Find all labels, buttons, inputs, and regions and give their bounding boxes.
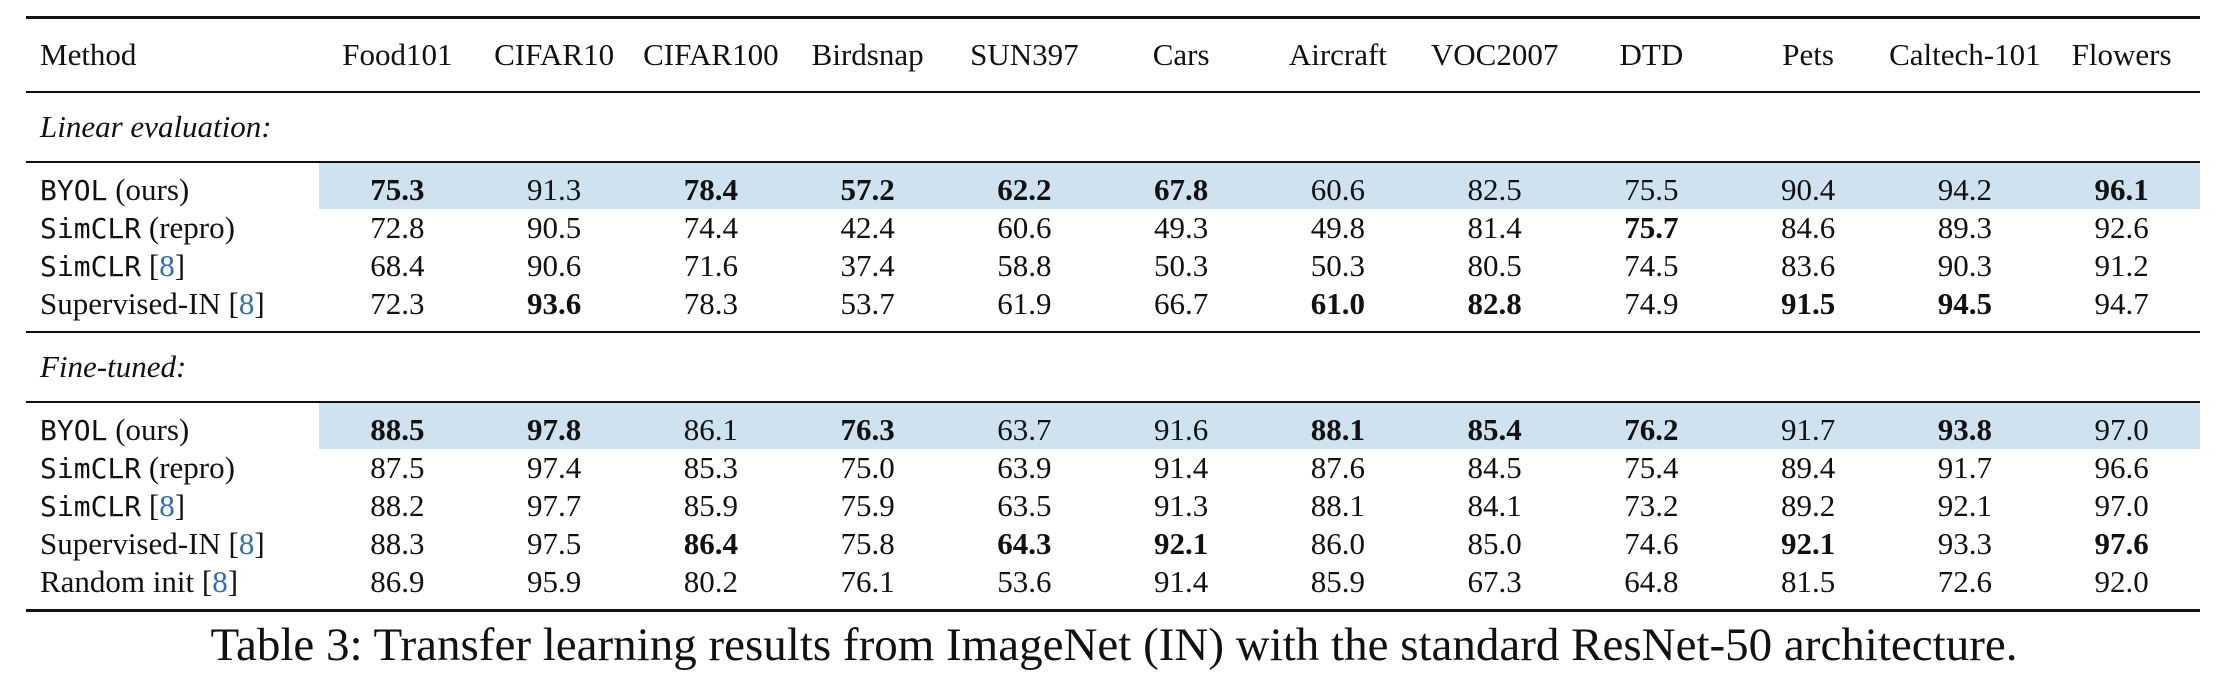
score-cell: [319, 209, 476, 247]
score-value: 90.5: [527, 210, 582, 245]
score-value: 85.0: [1467, 526, 1522, 561]
score-value: 81.4: [1467, 210, 1522, 245]
score-cell: [1260, 209, 1417, 247]
score-cell: [1103, 162, 1260, 209]
score-cell: [1416, 563, 1573, 611]
score-value: 74.4: [683, 210, 738, 245]
score-value: 91.4: [1154, 564, 1209, 599]
citation-link[interactable]: 8: [159, 488, 175, 523]
score-cell: [1573, 209, 1730, 247]
score-cell: [789, 247, 946, 285]
citation-bracket: ]: [227, 564, 239, 599]
score-cell: [1730, 247, 1887, 285]
score-value: 88.2: [370, 488, 425, 523]
score-cell: [476, 209, 633, 247]
score-cell: [1573, 487, 1730, 525]
best-score: 91.5: [1781, 286, 1836, 321]
score-value: 91.3: [1154, 488, 1209, 523]
score-value: 76.1: [840, 564, 895, 599]
score-cell: [476, 162, 633, 209]
score-value: 92.1: [1937, 488, 1992, 523]
score-cell: [789, 285, 946, 332]
method-label: (repro): [141, 450, 235, 485]
score-value: 42.4: [840, 210, 895, 245]
method-code: BYOL: [40, 414, 108, 447]
score-value: 72.3: [370, 286, 425, 321]
best-score: 76.3: [840, 412, 895, 447]
method-label: (ours): [107, 172, 190, 207]
score-value: 85.3: [683, 450, 738, 485]
score-value: 49.3: [1154, 210, 1209, 245]
method-name: [26, 285, 319, 332]
method-label: Random init [: [40, 564, 213, 599]
score-cell: [1730, 563, 1887, 611]
score-value: 80.2: [683, 564, 738, 599]
score-value: 83.6: [1781, 248, 1836, 283]
score-cell: [789, 162, 946, 209]
column-header: Food101: [319, 18, 476, 93]
score-value: 97.4: [527, 450, 582, 485]
table-row: [26, 402, 2200, 449]
best-score: 64.3: [997, 526, 1052, 561]
score-cell: [633, 449, 790, 487]
best-score: 88.1: [1310, 412, 1365, 447]
score-cell: [319, 487, 476, 525]
best-score: 85.4: [1467, 412, 1522, 447]
score-cell: [1260, 247, 1417, 285]
table-row: [26, 247, 2200, 285]
score-cell: [946, 285, 1103, 332]
section-title: Linear evaluation:: [26, 92, 2200, 162]
score-cell: [633, 525, 790, 563]
score-cell: [633, 487, 790, 525]
score-value: 84.6: [1781, 210, 1836, 245]
column-header: Method: [26, 18, 319, 93]
score-cell: [1103, 209, 1260, 247]
best-score: 92.1: [1781, 526, 1836, 561]
score-cell: [1573, 285, 1730, 332]
method-name: [26, 449, 319, 487]
score-value: 50.3: [1154, 248, 1209, 283]
score-value: 96.6: [2094, 450, 2149, 485]
method-label: [: [141, 488, 160, 523]
score-cell: [946, 162, 1103, 209]
score-cell: [319, 162, 476, 209]
score-value: 88.1: [1310, 488, 1365, 523]
column-header: Cars: [1103, 18, 1260, 93]
score-value: 75.8: [840, 526, 895, 561]
score-value: 84.5: [1467, 450, 1522, 485]
score-value: 97.0: [2094, 412, 2149, 447]
score-cell: [1730, 525, 1887, 563]
score-cell: [946, 247, 1103, 285]
score-value: 97.7: [527, 488, 582, 523]
column-header: SUN397: [946, 18, 1103, 93]
score-value: 91.3: [527, 172, 582, 207]
score-value: 50.3: [1310, 248, 1365, 283]
score-value: 97.0: [2094, 488, 2149, 523]
score-value: 63.5: [997, 488, 1052, 523]
score-cell: [319, 247, 476, 285]
score-value: 74.9: [1624, 286, 1679, 321]
column-header: DTD: [1573, 18, 1730, 93]
score-value: 74.5: [1624, 248, 1679, 283]
score-value: 53.6: [997, 564, 1052, 599]
best-score: 75.3: [370, 172, 425, 207]
score-value: 72.8: [370, 210, 425, 245]
score-cell: [476, 449, 633, 487]
score-cell: [1887, 285, 2044, 332]
best-score: 94.5: [1937, 286, 1992, 321]
score-value: 78.3: [683, 286, 738, 321]
best-score: 93.6: [527, 286, 582, 321]
section-title-row: [26, 92, 2200, 162]
column-header: Birdsnap: [789, 18, 946, 93]
score-value: 73.2: [1624, 488, 1679, 523]
score-value: 64.8: [1624, 564, 1679, 599]
score-cell: [1730, 449, 1887, 487]
score-cell: [476, 247, 633, 285]
score-value: 95.9: [527, 564, 582, 599]
score-cell: [319, 563, 476, 611]
score-cell: [1730, 209, 1887, 247]
score-cell: [1887, 449, 2044, 487]
score-cell: [1103, 449, 1260, 487]
score-value: 97.5: [527, 526, 582, 561]
best-score: 92.1: [1154, 526, 1209, 561]
best-score: 57.2: [840, 172, 895, 207]
score-value: 81.5: [1781, 564, 1836, 599]
score-cell: [1573, 563, 1730, 611]
results-table: [26, 16, 2200, 612]
score-value: 86.9: [370, 564, 425, 599]
score-cell: [1730, 162, 1887, 209]
score-cell: [1416, 247, 1573, 285]
score-cell: [1573, 449, 1730, 487]
score-value: 66.7: [1154, 286, 1209, 321]
score-cell: [946, 563, 1103, 611]
score-value: 88.3: [370, 526, 425, 561]
section-title: Fine-tuned:: [26, 332, 2200, 402]
score-value: 91.7: [1937, 450, 1992, 485]
score-value: 89.2: [1781, 488, 1836, 523]
method-name: [26, 402, 319, 449]
score-cell: [1887, 402, 2044, 449]
score-cell: [1887, 162, 2044, 209]
citation-bracket: ]: [174, 488, 186, 523]
score-value: 63.9: [997, 450, 1052, 485]
score-value: 90.4: [1781, 172, 1836, 207]
score-cell: [789, 449, 946, 487]
best-score: 62.2: [997, 172, 1052, 207]
score-cell: [1573, 525, 1730, 563]
citation-link[interactable]: 8: [159, 248, 175, 283]
score-cell: [1416, 487, 1573, 525]
score-value: 85.9: [683, 488, 738, 523]
score-cell: [789, 525, 946, 563]
method-code: SimCLR: [40, 212, 142, 245]
score-value: 60.6: [997, 210, 1052, 245]
score-value: 94.2: [1937, 172, 1992, 207]
score-cell: [1260, 449, 1417, 487]
score-cell: [1103, 285, 1260, 332]
citation-bracket: ]: [174, 248, 186, 283]
score-value: 94.7: [2094, 286, 2149, 321]
score-value: 60.6: [1310, 172, 1365, 207]
column-header: Caltech-101: [1887, 18, 2044, 93]
score-cell: [1887, 563, 2044, 611]
method-name: [26, 162, 319, 209]
score-cell: [946, 449, 1103, 487]
column-header: Flowers: [2043, 18, 2200, 93]
score-cell: [1887, 525, 2044, 563]
score-value: 75.5: [1624, 172, 1679, 207]
results-table-container: [26, 16, 2200, 612]
table-caption: Table 3: Transfer learning results from ImageNet (IN) with the standard ResNet-50 architecture.: [210, 619, 2018, 671]
best-score: 86.4: [683, 526, 738, 561]
score-cell: [1416, 285, 1573, 332]
score-cell: [1573, 162, 1730, 209]
best-score: 97.8: [527, 412, 582, 447]
table-row: [26, 162, 2200, 209]
score-value: 74.6: [1624, 526, 1679, 561]
score-value: 49.8: [1310, 210, 1365, 245]
score-cell: [476, 563, 633, 611]
score-cell: [1103, 563, 1260, 611]
best-score: 67.8: [1154, 172, 1209, 207]
table-row: [26, 487, 2200, 525]
score-cell: [1260, 525, 1417, 563]
score-cell: [476, 402, 633, 449]
score-value: 91.4: [1154, 450, 1209, 485]
method-name: [26, 563, 319, 611]
score-cell: [2043, 285, 2200, 332]
score-cell: [2043, 487, 2200, 525]
score-value: 75.9: [840, 488, 895, 523]
score-value: 68.4: [370, 248, 425, 283]
score-cell: [476, 487, 633, 525]
score-cell: [633, 563, 790, 611]
score-value: 75.4: [1624, 450, 1679, 485]
score-value: 90.3: [1937, 248, 1992, 283]
score-cell: [2043, 162, 2200, 209]
method-name: [26, 487, 319, 525]
best-score: 96.1: [2094, 172, 2149, 207]
method-code: BYOL: [40, 174, 108, 207]
best-score: 61.0: [1310, 286, 1365, 321]
score-cell: [1416, 449, 1573, 487]
citation-bracket: ]: [254, 526, 265, 561]
score-cell: [789, 563, 946, 611]
column-header: Aircraft: [1260, 18, 1417, 93]
method-label: Supervised-IN [: [40, 286, 239, 321]
score-cell: [476, 525, 633, 563]
score-cell: [2043, 247, 2200, 285]
score-cell: [1260, 402, 1417, 449]
score-cell: [2043, 563, 2200, 611]
best-score: 78.4: [683, 172, 738, 207]
results-table-body: [26, 18, 2200, 611]
score-cell: [319, 525, 476, 563]
score-cell: [1416, 162, 1573, 209]
score-cell: [789, 487, 946, 525]
score-cell: [319, 285, 476, 332]
score-cell: [633, 209, 790, 247]
score-cell: [2043, 209, 2200, 247]
score-value: 71.6: [683, 248, 738, 283]
score-value: 72.6: [1937, 564, 1992, 599]
score-cell: [1260, 563, 1417, 611]
score-cell: [946, 487, 1103, 525]
citation-link[interactable]: 8: [212, 564, 228, 599]
score-value: 67.3: [1467, 564, 1522, 599]
score-value: 92.0: [2094, 564, 2149, 599]
method-name: [26, 209, 319, 247]
method-name: [26, 247, 319, 285]
best-score: 93.8: [1937, 412, 1992, 447]
score-value: 58.8: [997, 248, 1052, 283]
score-cell: [789, 209, 946, 247]
citation-link[interactable]: 8: [238, 526, 255, 561]
score-value: 61.9: [997, 286, 1052, 321]
best-score: 82.8: [1467, 286, 1522, 321]
score-cell: [319, 402, 476, 449]
score-value: 87.5: [370, 450, 425, 485]
score-cell: [1730, 487, 1887, 525]
score-value: 75.0: [840, 450, 895, 485]
method-label: [: [141, 248, 160, 283]
score-cell: [1103, 525, 1260, 563]
score-cell: [789, 402, 946, 449]
score-cell: [946, 402, 1103, 449]
score-cell: [946, 209, 1103, 247]
score-cell: [1573, 247, 1730, 285]
score-cell: [1260, 285, 1417, 332]
score-value: 86.0: [1310, 526, 1365, 561]
score-cell: [1573, 402, 1730, 449]
best-score: 88.5: [370, 412, 425, 447]
score-value: 37.4: [840, 248, 895, 283]
score-value: 53.7: [840, 286, 895, 321]
column-header: CIFAR10: [476, 18, 633, 93]
score-cell: [946, 525, 1103, 563]
score-cell: [1887, 209, 2044, 247]
table-row: [26, 449, 2200, 487]
method-code: SimCLR: [40, 452, 142, 485]
score-value: 80.5: [1467, 248, 1522, 283]
score-value: 86.1: [683, 412, 738, 447]
score-cell: [1416, 209, 1573, 247]
score-cell: [1730, 402, 1887, 449]
score-value: 63.7: [997, 412, 1052, 447]
column-header: Pets: [1730, 18, 1887, 93]
score-value: 90.6: [527, 248, 582, 283]
score-value: 91.6: [1154, 412, 1209, 447]
score-cell: [633, 402, 790, 449]
table-row: [26, 209, 2200, 247]
score-cell: [1103, 487, 1260, 525]
method-code: SimCLR: [40, 490, 142, 523]
score-value: 89.4: [1781, 450, 1836, 485]
method-label: (repro): [141, 210, 235, 245]
citation-link[interactable]: 8: [238, 286, 255, 321]
score-cell: [2043, 402, 2200, 449]
score-cell: [1887, 487, 2044, 525]
table-row: [26, 525, 2200, 563]
score-cell: [1260, 162, 1417, 209]
method-name: [26, 525, 319, 563]
table-header-row: [26, 18, 2200, 93]
best-score: 75.7: [1624, 210, 1679, 245]
score-cell: [633, 247, 790, 285]
score-value: 87.6: [1310, 450, 1365, 485]
score-value: 85.9: [1310, 564, 1365, 599]
score-cell: [1730, 285, 1887, 332]
score-value: 84.1: [1467, 488, 1522, 523]
score-cell: [476, 285, 633, 332]
score-cell: [1887, 247, 2044, 285]
score-value: 92.6: [2094, 210, 2149, 245]
score-cell: [1416, 402, 1573, 449]
method-code: SimCLR: [40, 250, 142, 283]
score-value: 93.3: [1937, 526, 1992, 561]
score-value: 89.3: [1937, 210, 1992, 245]
section-title-row: [26, 332, 2200, 402]
score-cell: [633, 162, 790, 209]
score-value: 91.7: [1781, 412, 1836, 447]
best-score: 76.2: [1624, 412, 1679, 447]
score-value: 91.2: [2094, 248, 2149, 283]
score-cell: [1103, 247, 1260, 285]
column-header: CIFAR100: [633, 18, 790, 93]
citation-bracket: ]: [254, 286, 265, 321]
table-row: [26, 563, 2200, 611]
score-cell: [1260, 487, 1417, 525]
score-cell: [2043, 525, 2200, 563]
score-value: 82.5: [1467, 172, 1522, 207]
score-cell: [2043, 449, 2200, 487]
score-cell: [1416, 525, 1573, 563]
score-cell: [633, 285, 790, 332]
method-label: (ours): [107, 412, 190, 447]
best-score: 97.6: [2094, 526, 2149, 561]
method-label: Supervised-IN [: [40, 526, 239, 561]
table-row: [26, 285, 2200, 332]
score-cell: [319, 449, 476, 487]
column-header: VOC2007: [1416, 18, 1573, 93]
score-cell: [1103, 402, 1260, 449]
